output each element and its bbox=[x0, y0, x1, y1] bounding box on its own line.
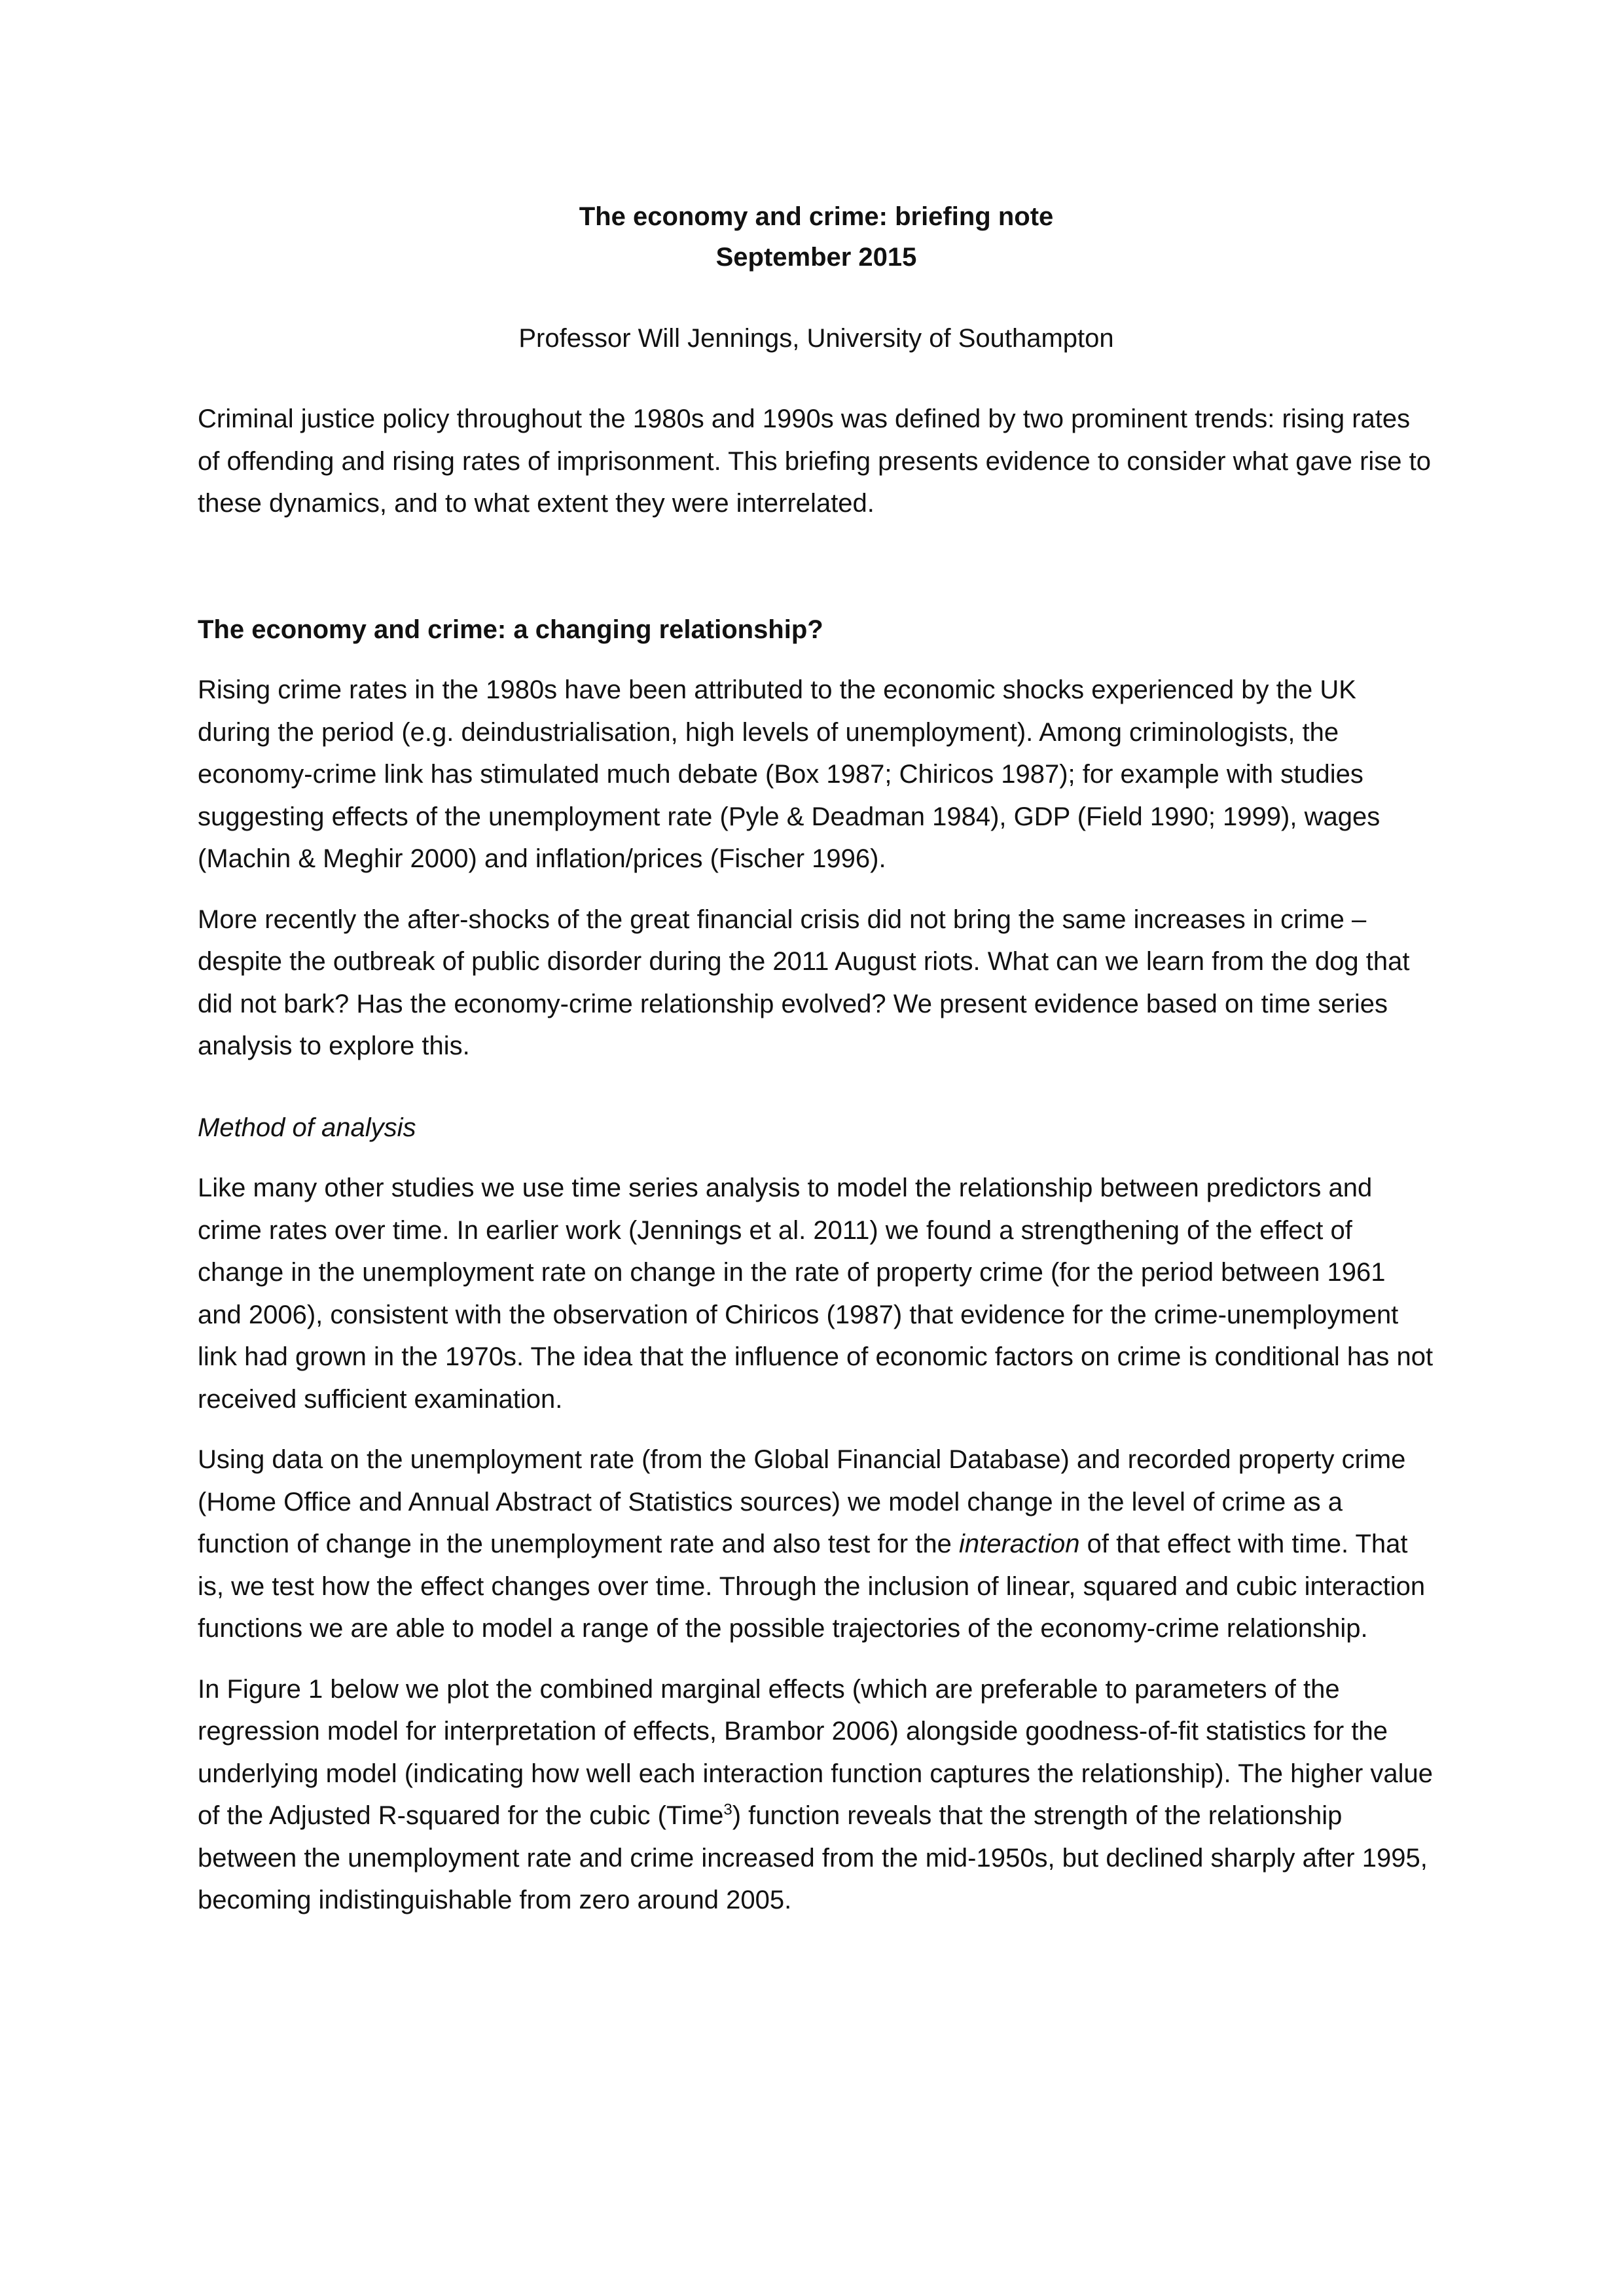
method-subheading: Method of analysis bbox=[198, 1113, 416, 1142]
section-heading: The economy and crime: a changing relationship? bbox=[198, 615, 823, 644]
method-paragraph-3-start: In Figure 1 below we plot the combined marginal effects (which are preferable to parameters of the regression model for interpretation of effects, Brambor 2006) alongside goodness-of-fit statistics for the underlying model (indicating how well each interaction function captures the relationship). The higher value of the Adjusted R-squared for the cubic (Time bbox=[198, 1674, 1434, 1830]
intro-paragraph: Criminal justice policy throughout the 1980s and 1990s was defined by two prominent trends: rising rates of offending and rising rates of imprisonment. This briefing presents evidence to consider what gave rise to these dynamics, and to what extent they were interrelated. bbox=[198, 404, 1432, 518]
title-block bbox=[198, 196, 1435, 278]
document-title: The economy and crime: briefing note bbox=[579, 202, 1054, 231]
page-content bbox=[198, 196, 1435, 1940]
method-paragraph-1: Like many other studies we use time series analysis to model the relationship between predictors and crime rates over time. In earlier work (Jennings et al. 2011) we found a strengthening of the effect of change in the unemployment rate on change in the rate of property crime (for the period between 1961 and 2006), consistent with the observation of Chiricos (1987) that evidence for the crime-unemployment link had grown in the 1970s. The idea that the influence of economic factors on crime is conditional has not received sufficient examination. bbox=[198, 1174, 1434, 1414]
cubic-superscript: 3 bbox=[723, 1801, 732, 1819]
document-date: September 2015 bbox=[715, 243, 917, 272]
section-paragraph-2: More recently the after-shocks of the great financial crisis did not bring the same increases in crime – despite the outbreak of public disorder during the 2011 August riots. What can we learn from the dog that did not bark? Has the economy-crime relationship evolved? We present evidence based on time series analysis to explore this. bbox=[198, 905, 1410, 1060]
method-paragraph-3 bbox=[198, 1668, 1435, 1922]
method-paragraph-2-emphasis: interaction bbox=[958, 1530, 1080, 1558]
method-paragraph-2 bbox=[198, 1439, 1435, 1650]
section-paragraph-1: Rising crime rates in the 1980s have been attributed to the economic shocks experienced by the UK during the period (e.g. deindustrialisation, high levels of unemployment). Among criminologists, the economy-crime link has stimulated much debate (Box 1987; Chiricos 1987); for example with studies suggesting effects of the unemployment rate (Pyle & Deadman 1984), GDP (Field 1990; 1999), wages (Machin & Meghir 2000) and inflation/prices (Fischer 1996). bbox=[198, 675, 1380, 873]
method-paragraph-2-start: Using data on the unemployment rate (from the Global Financial Database) and recorded property crime (Home Office and Annual Abstract of Statistics sources) we model change in the level of crime as a function of change in the unemployment rate and also test for the bbox=[198, 1445, 1406, 1558]
method-paragraph-3-end: ) function reveals that the strength of the relationship between the unemployment rate and crime increased from the mid-1950s, but declined sharply after 1995, becoming indistinguishable from zero around 2005. bbox=[198, 1801, 1428, 1914]
method-paragraph-2-end: of that effect with time. That is, we test how the effect changes over time. Through the inclusion of linear, squared and cubic interaction functions we are able to model a range of the possible trajectories of the economy-crime relationship. bbox=[198, 1530, 1426, 1643]
document-author: Professor Will Jennings, University of Southampton bbox=[518, 324, 1114, 353]
